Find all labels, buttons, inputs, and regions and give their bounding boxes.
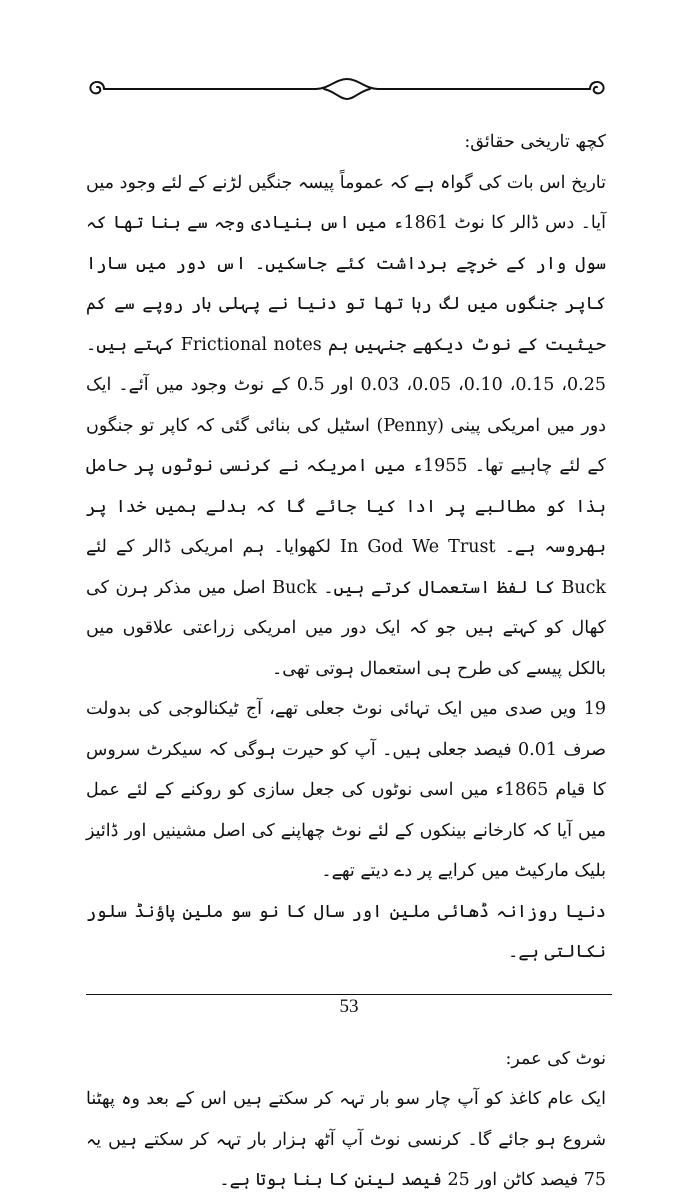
paragraph-silver-mining: دنیا روزانہ ڈھائی ملین اور سال کا نو سو ملین پاؤنڈ سلور نکالتی ہے۔ [86, 901, 606, 962]
header-ornament-divider [84, 70, 610, 106]
page-text [86, 122, 606, 1201]
paragraph-note-durability: ایک عام کاغذ کو آپ چار سو بار تہہ کر سکتے ہیں اس کے بعد وہ پھٹنا شروع ہو جائے گا۔ کرنسی نوٹ آپ آٹھ ہزار بار تہہ کر سکتے ہیں یہ 75 فیصد کاٹن اور 25 فیصد لینن کا بنا ہوتا ہے۔ [86, 1089, 606, 1190]
section-heading-historical-facts: کچھ تاریخی حقائق: [464, 132, 606, 152]
paragraph-counterfeit-notes: 19 ویں صدی میں ایک تہائی نوٹ جعلی تھے، آج ٹیکنالوجی کی بدولت صرف 0.01 فیصد جعلی ہیں۔ آپ کو حیرت ہوگی کہ سیکرٹ سروس کا قیام 1865ء میں اسی نوٹوں کی جعل سازی کو روکنے کے لئے عمل میں آیا کہ کارخانے بینکوں کے لئے نوٹ چھاپنے کی اصل مشینیں اور ڈائیز بلیک مارکیٹ میں کرایے پر دے دیتے تھے۔ [86, 699, 606, 881]
section-heading-note-lifespan: نوٹ کی عمر: [505, 1048, 606, 1069]
footer-divider [86, 994, 612, 995]
page-number: 53 [339, 996, 359, 1017]
paragraph-paper-money-history: تاریخ اس بات کی گواہ ہے کہ عموماً پیسہ جنگیں لڑنے کے لئے وجود میں آیا۔ دس ڈالر کا نوٹ 1861ء میں اس بنیادی وجہ سے بنا تھا کہ سول وار کے خرچے برداشت کئے جاسکیں۔ اس دور میں سارا کاپر جنگوں میں لگ رہا تھا تو دنیا نے پہلی بار روپے سے کم حیثیت کے نوٹ دیکھے جنہیں ہم Frictional notes کہتے ہیں۔ 0.25، 0.15، 0.10، 0.05، 0.03 اور 0.5 کے نوٹ وجود میں آئے۔ ایک دور میں امریکی پینی (Penny) اسٹیل کی بنائی گئی کہ کاپر تو جنگوں کے لئے چاہیے تھا۔ 1955ء میں امریکہ نے کرنسی نوٹوں پر حامل ہذا کو مطالبے پر ادا کیا جائے گا کہ بدلے ہمیں خدا پر بھروسہ ہے۔ In God We Trust لکھوایا۔ ہم امریکی ڈالر کے لئے Buck کا لفظ استعمال کرتے ہیں۔ Buck اصل میں مذکر ہرن کی کھال کو کہتے ہیں جو کہ ایک دور میں امریکی زراعتی علاقوں میں بالکل پیسے کی طرح ہی استعمال ہوتی تھی۔ [86, 172, 606, 679]
